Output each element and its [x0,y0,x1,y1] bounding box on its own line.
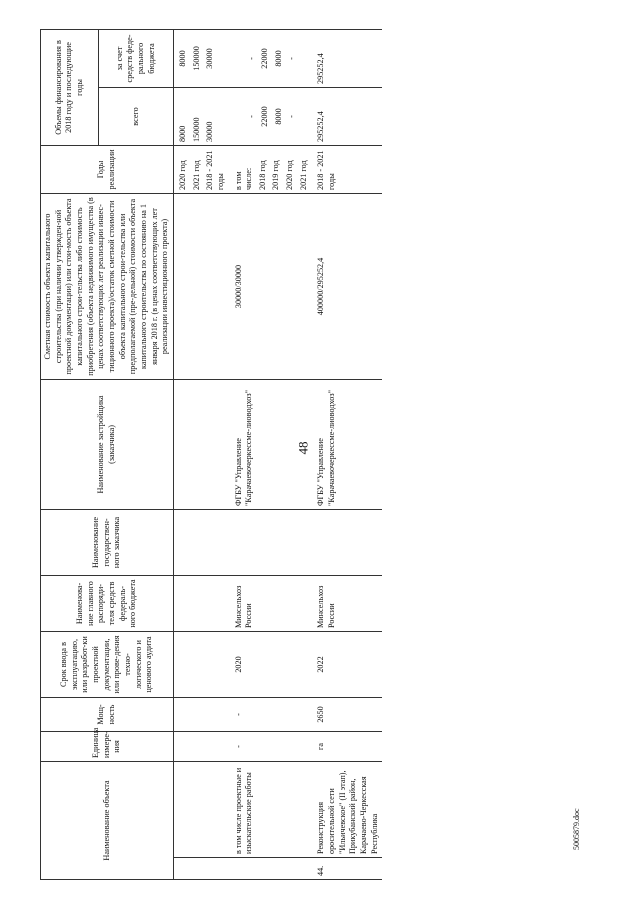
page-number: 48 [295,441,311,455]
developer-cell: ФГБУ "Управление "Карачаевочеркессме-лиоводхоз" [314,379,382,509]
cost-cell: 400000/295252,4 [314,193,382,379]
federal-value: 30000 [205,48,215,69]
customer-cell [232,509,315,575]
total-value: 22000 [260,106,270,127]
years-cell [173,145,231,193]
row-number [232,858,315,880]
table-row [232,29,315,879]
federal-value [234,33,244,84]
header-total: всего [99,87,174,145]
federal-cell [173,29,231,87]
cost-cell [173,193,231,379]
object-name [173,761,231,857]
total-value: 150000 [191,117,201,142]
developer-cell [173,379,231,509]
years-cell [232,145,315,193]
object-name: в том числе проектные и изыскательские работы [232,761,315,857]
capacity-cell: 2650 [314,697,382,731]
manager-cell: Минсельхоз России [314,575,382,631]
total-cell [232,87,315,145]
header-state-customer: Наименование государствен-ного заказчика [41,509,174,575]
header-unit: Единица измере-ния [41,731,174,761]
year-value: 2020 год [285,160,295,190]
object-name: Реконструкция оросительной сети "Ильичевское" (II этап), Прикубанский район, Карачаево-Черкесская Республика [314,761,382,857]
developer-cell: ФГБУ "Управление "Карачаевочеркессме-лиоводхоз" [232,379,315,509]
years-cell [314,145,382,193]
row-number [173,858,231,880]
cost-cell: 30000/30000 [232,193,315,379]
total-value [234,91,244,142]
federal-value: 8000 [273,50,283,67]
total-value: - [246,115,256,118]
total-value: 8000 [177,125,187,142]
year-value: 2021 год [191,160,201,190]
header-object-name: Наименование объекта [41,761,174,879]
unit-cell: га [314,731,382,761]
header-deadline: Срок ввода в эксплуатацию, или разработ-ки проектной документации, или прове-дения техно-логического и ценового аудита [41,631,174,697]
deadline-cell: 2022 [314,631,382,697]
total-value: 8000 [273,108,283,125]
federal-value: - [246,57,256,60]
header-developer: Наименование застройщика (заказчика) [41,379,174,509]
header-capacity: Мощ-ность [41,697,174,731]
investment-table [40,29,382,880]
year-value: 2018 год [257,160,267,190]
year-value: в том числе: [233,167,254,190]
total-cell [173,87,231,145]
year-value: 2019 год [271,160,281,190]
total-value: 30000 [205,121,215,142]
header-main-manager: Наименова-ние главного распоряди-теля средств федераль-ного бюджета [41,575,174,631]
total-value: - [287,115,297,118]
federal-value: 150000 [191,46,201,71]
manager-cell: Минсельхоз России [232,575,315,631]
customer-cell [314,509,382,575]
year-value: 2020 год [177,160,187,190]
capacity-cell: - [232,697,315,731]
federal-value: 8000 [177,50,187,67]
year-value: 2018 - 2021 годы [316,150,337,190]
row-number: 44. [314,858,382,880]
federal-value: - [287,57,297,60]
customer-cell [173,509,231,575]
unit-cell [173,731,231,761]
federal-cell [232,29,315,87]
deadline-cell: 2020 [232,631,315,697]
federal-value: 295252,4 [316,53,326,84]
table-row [314,29,382,879]
federal-cell [314,29,382,87]
capacity-cell [173,697,231,731]
year-value: 2021 год [298,160,308,190]
table-row [173,29,231,879]
total-value: 295252,4 [316,111,326,142]
total-cell [314,87,382,145]
federal-value: 22000 [260,48,270,69]
manager-cell [173,575,231,631]
unit-cell: - [232,731,315,761]
header-years: Годы реализации [41,145,174,193]
header-federal: за счет средств феде-рального бюджета [99,29,174,87]
header-estimated-cost: Сметная стоимость объекта капитального строительства (при наличии утвержден-ной проектной документации) или стои-мость объекта капитального строи-тельства либо стоимость приобретения (объекта недвижимого имущества (в ценах соответствующих лет реализации инвес-тиционного проекта)/остаток сметной стоимости объекта капитального строи-тельства или предполагаемой (пре-дельной) стоимости объекта капитального строительства по состоянию на 1 января 2018 г. (в ценах соответствующих лет реализации инвестиционного проекта) [41,193,174,379]
header-funding: Объемы финансирования в 2018 году и последующие годы [41,29,99,145]
footer-doc-code: 5005879.doc [572,808,581,850]
rotated-table-container [40,30,620,880]
deadline-cell [173,631,231,697]
year-value: 2018 - 2021 годы [205,150,225,190]
